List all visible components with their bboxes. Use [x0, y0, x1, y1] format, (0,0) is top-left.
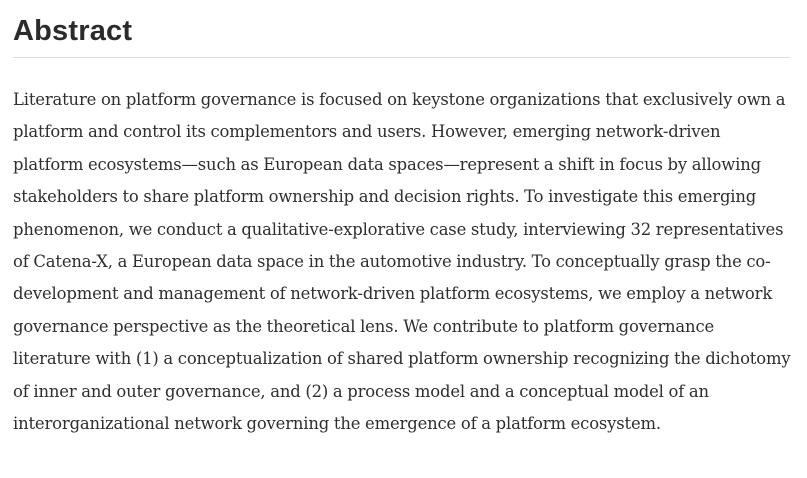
abstract-heading: Abstract: [13, 15, 133, 47]
abstract-body-text: Literature on platform governance is focused on keystone organizations that exclusively own a platform and control its complementors and users. However, emerging network-driven platform ecosystems—such as European data spaces—represent a shift in focus by allowing stakeholders to share platform ownership and decision rights. To investigate this emerging phenomenon, we conduct a qualitative-explorative case study, interviewing 32 representatives of Catena-X, a European data space in the automotive industry. To conceptually grasp the co-development and management of network-driven platform ecosystems, we employ a network governance perspective as the theoretical lens. We contribute to platform governance literature with (1) a conceptualization of shared platform ownership recognizing the dichotomy of inner and outer governance, and (2) a process model and a conceptual model of an interorganizational network governing the emergence of a platform ecosystem.: [13, 90, 791, 434]
heading-divider: [13, 57, 790, 58]
abstract-section: [13, 0, 793, 440]
